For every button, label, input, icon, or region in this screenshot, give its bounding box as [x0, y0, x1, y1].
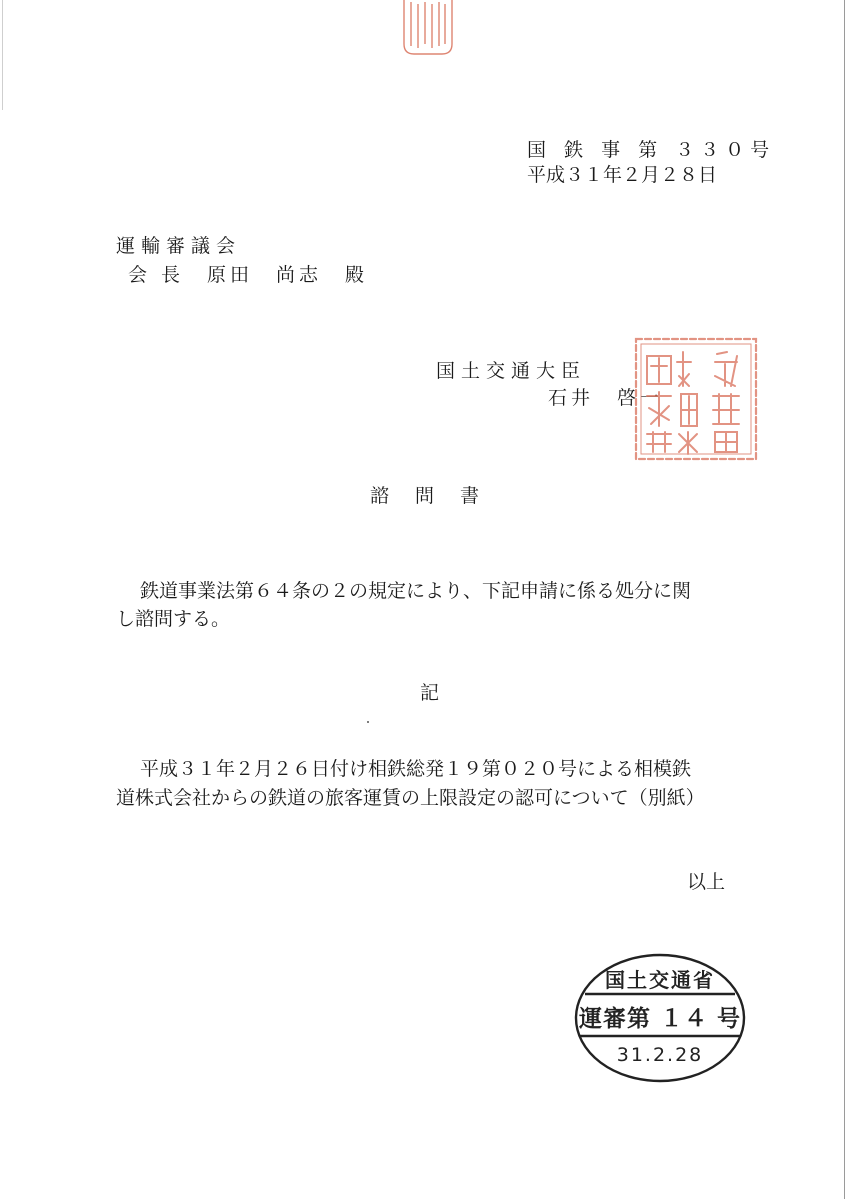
body-text-line: し諮問する。 [116, 608, 231, 630]
receipt-stamp [573, 952, 747, 1084]
item-text-line: 平成３１年２月２６日付け相鉄総発１９第０２０号による相模鉄 [140, 758, 692, 780]
receipt-stamp-ministry: 国土交通省 [605, 968, 715, 992]
page-edge-line [844, 0, 845, 1199]
body-text-line: 鉄道事業法第６４条の２の規定により、下記申請に係る処分に関 [140, 580, 692, 602]
document-number: 国 鉄 事 第 ３３０号 [527, 139, 776, 161]
sender-title: 国土交通大臣 [436, 360, 587, 382]
addressee-name: 会 長 原田 尚志 殿 [128, 264, 369, 286]
item-text-line: 道株式会社からの鉄道の旅客運賃の上限設定の認可について（別紙） [116, 787, 705, 809]
minister-seal [633, 336, 759, 462]
document-date: 平成３１年２月２８日 [527, 164, 718, 186]
top-seal-mark [398, 0, 456, 58]
scan-speck [367, 721, 369, 723]
receipt-stamp-number: 運審第 １４ 号 [578, 1006, 742, 1032]
closing-text: 以上 [687, 871, 726, 893]
receipt-stamp-date: 31.2.28 [616, 1044, 704, 1066]
page-edge-line [2, 0, 3, 110]
ki-heading: 記 [420, 682, 440, 704]
sender-name: 石井 啓一 [548, 387, 664, 409]
document-title: 諮問書 [370, 485, 506, 507]
addressee-organization: 運輸審議会 [116, 235, 242, 257]
